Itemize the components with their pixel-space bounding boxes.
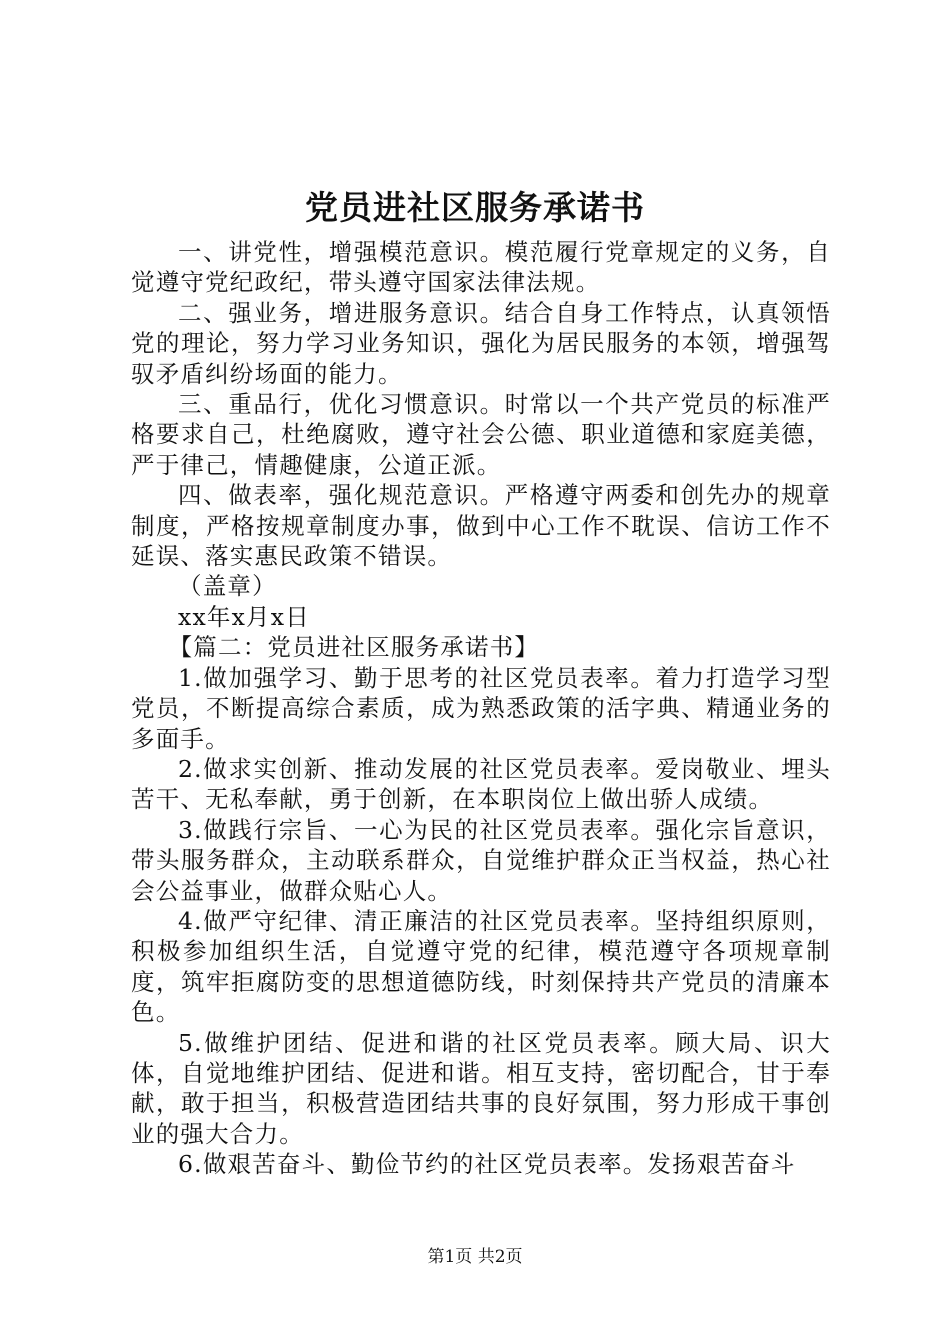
item-5: 5.做维护团结、促进和谐的社区党员表率。顾大局、识大体，自觉地维护团结、促进和谐。相互支持，密切配合，甘于奉献，敢于担当，积极营造团结共事的良好氛围，努力形成干事创业的强大合力。 bbox=[131, 1028, 831, 1148]
section-heading: 【篇二：党员进社区服务承诺书】 bbox=[168, 633, 540, 662]
item-4: 4.做严守纪律、清正廉洁的社区党员表率。坚持组织原则，积极参加组织生活，自觉遵守党的纪律，模范遵守各项规章制度，筑牢拒腐防变的思想道德防线，时刻保持共产党员的清廉本色。 bbox=[131, 906, 831, 1027]
paragraph-2: 二、强业务，增进服务意识。结合自身工作特点，认真领悟党的理论，努力学习业务知识，强化为居民服务的本领，增强驾驭矛盾纠纷场面的能力。 bbox=[131, 298, 831, 388]
item-1: 1.做加强学习、勤于思考的社区党员表率。着力打造学习型党员，不断提高综合素质，成为熟悉政策的活字典、精通业务的多面手。 bbox=[131, 663, 831, 753]
seal-note: （盖章） bbox=[178, 572, 277, 601]
item-6: 6.做艰苦奋斗、勤俭节约的社区党员表率。发扬艰苦奋斗 bbox=[178, 1150, 796, 1179]
page-number-footer: 第1页 共2页 bbox=[427, 1247, 523, 1267]
paragraph-4: 四、做表率，强化规范意识。严格遵守两委和创先办的规章制度，严格按规章制度办事，做到中心工作不耽误、信访工作不延误、落实惠民政策不错误。 bbox=[131, 481, 831, 571]
paragraph-3: 三、重品行，优化习惯意识。时常以一个共产党员的标准严格要求自己，杜绝腐败，遵守社会公德、职业道德和家庭美德，严于律己，情趣健康，公道正派。 bbox=[131, 390, 831, 479]
document-body bbox=[131, 237, 831, 1180]
item-3: 3.做践行宗旨、一心为民的社区党员表率。强化宗旨意识，带头服务群众，主动联系群众，自觉维护群众正当权益，热心社会公益事业，做群众贴心人。 bbox=[131, 815, 831, 905]
document-title: 党员进社区服务承诺书 bbox=[305, 188, 645, 227]
paragraph-1: 一、讲党性，增强模范意识。模范履行党章规定的义务，自觉遵守党纪政纪，带头遵守国家法律法规。 bbox=[131, 238, 831, 297]
date-line: xx年x月x日 bbox=[178, 602, 310, 631]
item-2: 2.做求实创新、推动发展的社区党员表率。爱岗敬业、埋头苦干、无私奉献，勇于创新，在本职岗位上做出骄人成绩。 bbox=[131, 754, 831, 814]
